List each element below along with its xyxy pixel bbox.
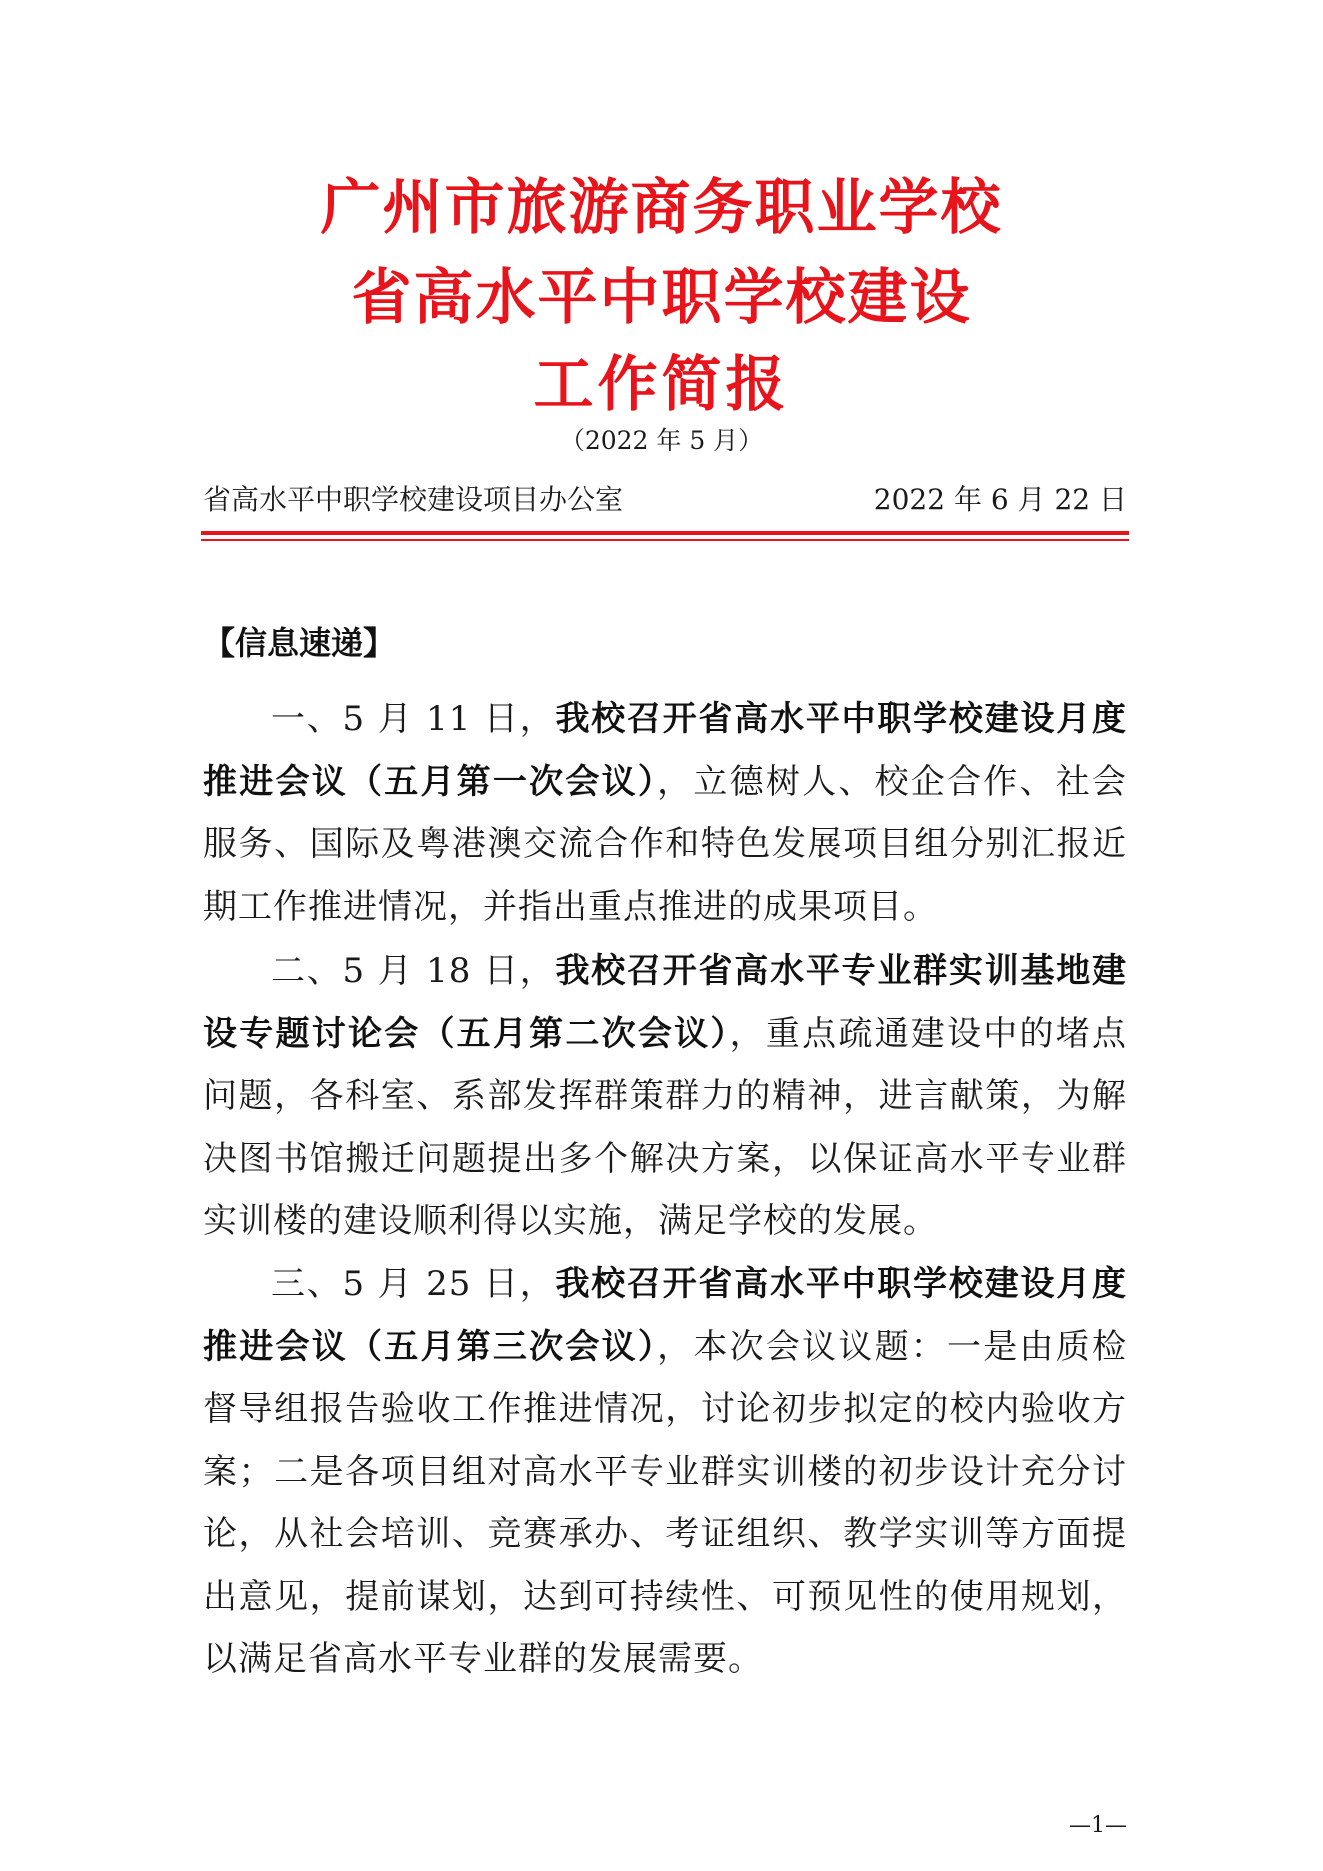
news-item-3-body: ，本次会议议题：一是由质检督导组报告验收工作推进情况，讨论初步拟定的校内验收方案；二是各项目组对高水平专业群实训楼的初步设计充分讨论，从社会培训、竞赛承办、考证组织、教学实训等方面提出意见，提前谋划，达到可持续性、可预见性的使用规划，以满足省高水平专业群的发展需要。 — [203, 1326, 1128, 1679]
news-item-2-body: ，重点疏通建设中的堵点问题，各科室、系部发挥群策群力的精神，进言献策，为解决图书馆搬迁问题提出多个解决方案，以保证高水平专业群实训楼的建设顺利得以实施，满足学校的发展。 — [203, 1013, 1128, 1241]
document-title-line-2: 省高水平中职学校建设 — [351, 263, 972, 333]
news-item-1-lead: 一、5 月 11 日， — [271, 699, 556, 739]
issue-date: 2022 年 6 月 22 日 — [873, 483, 1127, 516]
news-item-3-lead: 三、5 月 25 日， — [271, 1264, 556, 1304]
news-item-1-headline: 我校召开省高水平中职学校建设月度推进会议（五月第一次会议） — [203, 699, 1127, 802]
document-title-line-1: 广州市旅游商务职业学校 — [320, 173, 1003, 243]
news-item-2 — [203, 940, 1127, 1253]
news-item-3-headline: 我校召开省高水平中职学校建设月度推进会议（五月第三次会议） — [203, 1264, 1127, 1367]
issuer-row — [203, 482, 1127, 518]
page-number: —1— — [1069, 1813, 1127, 1838]
news-item-2-lead: 二、5 月 18 日， — [271, 951, 556, 991]
issuing-office: 省高水平中职学校建设项目办公室 — [203, 483, 624, 516]
header-divider-thin — [201, 539, 1129, 541]
header-divider-thick — [201, 531, 1129, 535]
document-title-line-3: 工作简报 — [533, 350, 790, 420]
section-heading: 【信息速递】 — [203, 624, 396, 662]
issue-period: （2022 年 5 月） — [559, 426, 764, 455]
news-item-1-body: ，立德树人、校企合作、社会服务、国际及粤港澳交流合作和特色发展项目组分别汇报近期工作推进情况，并指出重点推进的成果项目。 — [203, 761, 1128, 927]
news-item-1 — [203, 688, 1127, 938]
news-item-3 — [203, 1253, 1127, 1691]
news-item-2-headline: 我校召开省高水平专业群实训基地建设专题讨论会（五月第二次会议） — [203, 951, 1127, 1054]
